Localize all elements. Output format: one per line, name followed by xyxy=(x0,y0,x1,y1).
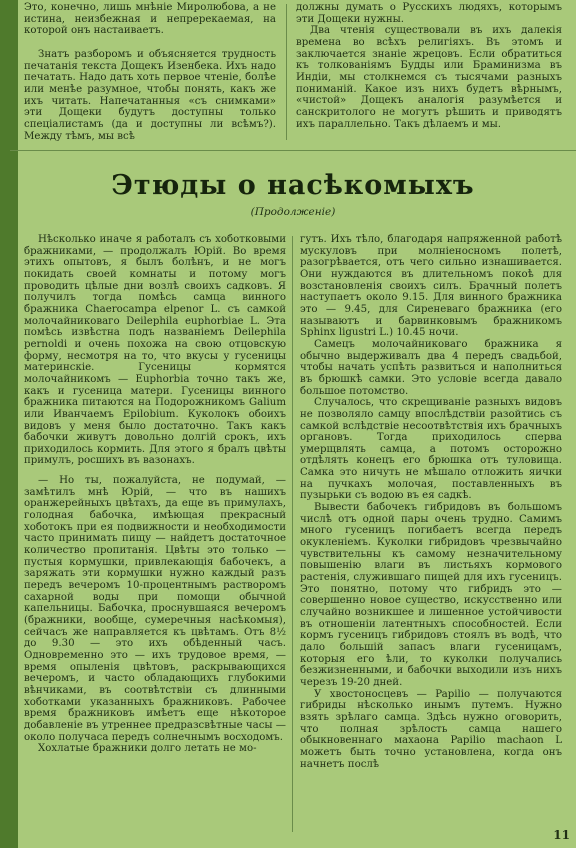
top-column-divider xyxy=(286,4,287,140)
right-paragraph-1: гутъ. Ихъ тѣло, благодаря напряженной работѣ мускуловъ при молніеносномъ полетѣ, разогрѣвается, отъ чего сильно изнашивается. Они нуждаются въ длительномъ покоѣ для возстановленія своихъ силъ. Брачный полетъ наступаетъ около 9.15. Для винного бражника это — 9.45, для Сиреневаго бражника (его называютъ и барвинковымъ бражникомъ Sphinx ligustri L.) 10.45 ночи. xyxy=(300,234,562,339)
left-paragraph-3: Хохлатые бражники долго летать не мо- xyxy=(38,743,257,755)
left-paragraph-2: — Но ты, пожалуйста, не подумай, — замѣтилъ мнѣ Юрій, — что въ нашихъ оранжерейныхъ цвѣтахъ, да еще въ примулахъ, голодная бабочка, имѣющая прекрасный хоботокъ при ея подвижности и необходимости часто принимать пищу — найдетъ достаточное количество пропитанія. Цвѣты это только — пустыя кормушки, привлекающія бабочекъ, а заряжать эти кормушки нужно каждый разъ передъ вечеромъ 10-процентнымъ растворомъ сахарной воды при помощи обычной капельницы. Бабочка, проснувшаяся вечеромъ (бражники, вообще, сумеречныя насѣкомыя), сейчасъ же направляется къ цвѣтамъ. Отъ 8½ до 9.30 — это ихъ обѣденный часъ. Одновременно это — ихъ трудовое время, — время опыленія цвѣтовъ, раскрывающихся вечеромъ, и часто обладающихъ глубокими вѣнчиками, въ соотвѣтствіи съ длинными хоботками указанныхъ бражниковъ. Рабочее время бражниковъ имѣетъ еще нѣкоторое добавленіе въ утреннее предразсвѣтные часы — около получаса передъ солнечнымъ восходомъ. xyxy=(24,475,286,743)
right-paragraph-5: У хвостоносцевъ — Papilio — получаются гибриды нѣсколько инымъ путемъ. Нужно взять зрѣлаго самца. Здѣсь нужно оговорить, что полная зрѣлость самца нашего обыкновеннаго махаона Papilio machaon L можетъ быть точно установлена, когда онъ начнетъ послѣ xyxy=(300,688,562,770)
page-edge-shadow xyxy=(10,0,18,848)
right-paragraph-4: Вывести бабочекъ гибридовъ въ большомъ числѣ отъ одной пары очень трудно. Самимъ много гусеницъ погибаетъ всегда передъ окукленіемъ. Куколки гибридовъ чрезвычайно чувствительны къ самому незначительному повышенію влаги въ листьяхъ кормового растенія, служившаго пищей для ихъ гусеницъ. Это понятно, потому что гибридъ это — совершенно новое существо, искусственно или случайно возникшее и лишенное устойчивости въ отношеніи латентныхъ способностей. Если кормъ гусеницъ гибридовъ стоялъ въ водѣ, что дало большій запасъ влаги гусеницамъ, которыя его ѣли, то куколки получались безжизненными, и бабочки выходили изъ нихъ черезъ 19-20 дней. xyxy=(300,502,562,688)
right-paragraph-3: Случалось, что скрещиваніе разныхъ видовъ не позволяло самцу впослѣдствіи разойтись съ самкой вслѣдствіе несоотвѣтствія ихъ брачныхъ органовъ. Тогда приходилось сперва умерщвлять самца, а потомъ осторожно отдѣлять конецъ его брюшка отъ туловища. Самка это ничуть не мѣшало отложить яички на пучкахъ молочая, поставленныхъ въ пузырьки съ водою въ ея садкѣ. xyxy=(300,397,562,502)
right-paragraph-2: Самецъ молочайниковаго бражника я обычно выдерживалъ два 4 передъ свадьбой, чтобы начать успѣть развиться и наполниться въ брюшкѣ самки. Это условіе всегда давало большое потомство. xyxy=(300,338,562,397)
top-right-paragraph-1: должны думать о Русскихъ людяхъ, которымъ эти Дощеки нужны. xyxy=(296,2,562,25)
article-subtitle: (Продолженіе) xyxy=(250,206,336,218)
top-left-paragraph-2: Знатъ разборомъ и объясняется трудность печатанія текста Дощекъ Изенбека. Ихъ надо печатать. Надо дать хоть первое чтеніе, болѣе или менѣе разумное, чтобы понять, какъ же ихъ читать. Напечатанныя «съ снимками» эти Дощеки будутъ доступны только спеціалистамъ (да и доступны ли всѣмъ?). Между тѣмъ, мы всѣ xyxy=(24,48,276,142)
top-right-column xyxy=(296,2,562,130)
article-right-column xyxy=(300,234,562,830)
page-number: 11 xyxy=(553,828,570,842)
left-paragraph-1: Нѣсколько иначе я работалъ съ хоботковыми бражниками, — продолжалъ Юрій. Во время этихъ опытовъ, я былъ болѣнъ, и не могъ покидать своей комнаты и потому могъ проводить цѣлые дни возлѣ своихъ садковъ. Я получилъ тогда помѣсь самца винного бражника Chaerocampa elpenor L. съ самкой молочайниковаго Deilephila euphorbiae L. Эта помѣсь извѣстна подъ названіемъ Deilephila pernoldi и очень похожа на свою отцовскую форму, несмотря на то, что вкусы у гусеницы материнскіе. Гусеницы кормятся молочайникомъ — Euphorbia точно такъ же, какъ и гусеница матери. Гусеницы винного бражника питаются на Подорожникомъ Galium или Иванчаемъ Epilobium. Куколокъ обоихъ видовъ у меня было достаточно. Такъ какъ бабочки живутъ довольно долгій срокъ, ихъ приходилось кормить. Для этого я бралъ цвѣты примулъ, росшихъ въ вазонахъ. xyxy=(24,234,286,467)
top-left-paragraph-1: Это, конечно, лишь мнѣніе Миролюбова, а не истина, неизбежная и непререкаемая, на которой онъ настаиваетъ. xyxy=(24,2,276,37)
article-left-column xyxy=(24,234,286,840)
article-title: Этюды о насѣкомыхъ xyxy=(111,170,475,201)
top-left-column xyxy=(24,2,276,142)
section-divider xyxy=(10,150,576,151)
top-right-paragraph-2: Два чтенія существовали въ ихъ далекія времена во всѣхъ религіяхъ. Въ этомъ и заключается знаніе жрецовъ. Если обратиться къ толкованіямъ Будды или Браминизма въ Индіи, мы столкнемся съ тысячами разныхъ пониманій. Какое изъ нихъ будетъ вѣрнымъ, «чистой» Дощекъ аналогія разумѣется и санскритолого не могутъ рѣшить и приводятъ ихъ параллельно. Такъ дѣлаемъ и мы. xyxy=(296,25,562,130)
magazine-page xyxy=(10,0,576,848)
article-column-divider xyxy=(292,236,293,832)
